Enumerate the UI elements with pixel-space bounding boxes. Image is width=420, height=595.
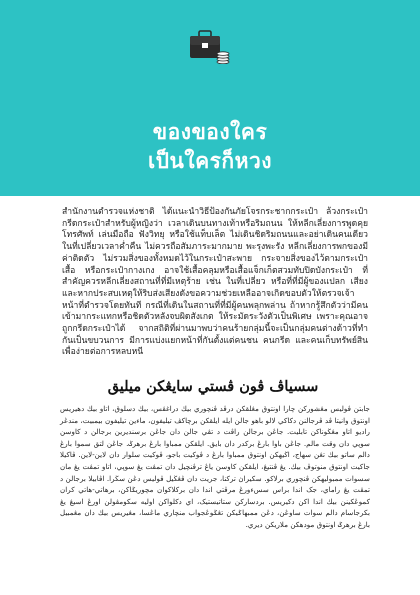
page-title — [0, 118, 420, 176]
jawi-paragraph: جابتن ڤوليس مڠشورکن چارا اونتوق مڠلقکن درڤد ڤنچوري بيڬ دراغڤس، بيڬ دسلوق، اتاو بيڬ دهيريس اونتوق وانيتا ڤد ڤرجالنن دکاکي لالو باهو جالن ايله ايلقکن برچاکڤ تيليفون، ماءين تيليفون بيمبيت، مندڠر راديو اتاو مڠڬوناکن تابليت. جاڠن برجالن راڤت د تڤي جالن دان جاڠن برسنديرين برجالن د کاوسن سوڽي دان وقت مالم. جاڠن باوا بارڠ برکدر دان بايق. ايلقکن ممباوا بارڠ برهرݢ. جاڠن لتق سموا بارڠ دالم ساتو بيڬ تڠن سهاج، اڬيهکن اونتوق ممباوا بارڠ د ڤوکيت باجو، ڤوکيت سلوار دان لاين-لاين. ڤاکيلا جاکيت اونتوق منوتوڤ بيڬ. يڠ ڤنتيڠ، ايلقکن کاوسن ياڠ ترڤنچيل دان تمڤت يڠ سوڽي، اتاو تمڤت يڠ مان سسوات ممبوليهکن ڤنچوري برلاکو. سکيراڽ ترکنا، جريت دان ڤڠڬيل ڤوليس دڠن سڬرا. اڤابيلا برجالن د تمڤت يڠ راماي، جک اندا براس سسءورڠ مرڤتي اندا دان برکلاکوان مچوريݢاکن، برهاتي-هاتي کران کموڠکينن بيڬ اندا اکن دکيريس. بردسارکن ستاتيستيک، اي دکلواکن اوليه سکومڤولن اورڠ اسيڠ يڠ بکرجاسام دالم سوات ساوڠن، دڠن ممبهاݢيکن تڠݢوڠجواب منچاري ماڠسا، مڠيريس بيڬ دان مڠمبيل بارڠ برهرݢ اونتوق مودهکن ملاريکن ديري. — [60, 404, 370, 529]
jawi-heading: سسياڤ ڤون ڤستي سايڠكن ميليق — [107, 378, 319, 395]
thai-paragraph: สำนักงานตำรวจแห่งชาติ ได้แนะนำวิธีป้องกันภัยโจรกระชากกระเป๋า ล้วงกระเป๋า กรีดกระเป๋าสำหรับผู้หญิงว่า เวลาเดินบนทางเท้าหรือริมถนน ให้หลีกเลี่ยงการพูดคุยโทรศัพท์ เล่นมือถือ ฟังวิทยุ หรือใช้แท็บเล็ต ไม่เดินชิดริมถนนและอย่าเดินคนเดียวในที่เปลี่ยวเวลาค่ำคืน ไม่ควรถือสัมภาระมากมาย พะรุงพะรัง หลีกเลี่ยงการพกของมีค่าติดตัว ไม่รวมสิ่งของทั้งหมดไว้ในกระเป๋าสะพาย กระจายสิ่งของไว้ตามกระเป๋าเสื้อ หรือกระเป๋ากางเกง อาจใช้เสื้อคลุมหรือเสื้อแจ็กเก็ตสวมทับปิดบังกระเป๋า ที่สำคัญควรหลีกเลี่ยงสถานที่ที่มีเหตุร้าย เช่น ในที่เปลี่ยว หรือที่ที่มีผู้ของแปลก เสียง และหากประสบเหตุให้ริบส่งเสียงดังขอความช่วยเหลืออาจเกิดขอบตัวให้ตรวจเจ้าหน้าที่ตำรวจโดยทันที กรณีที่เดินในสถานที่ที่มีผู้คนพลุกพล่าน ถ้าหากรู้สึกตัวว่ามีคนเข้ามากระแทกหรือชิดตัวหลังจบผิดสังเกต ให้ระมัดระวังตัวเป็นพิเศษ เพราะคุณอาจถูกกรีดกระเป๋าได้ จากสถิติที่ผ่านมาพบว่าคนร้ายกลุ่มนี้จะเป็นกลุ่มคนต่างด้าวที่ทำกันเป็นขบวนการ มีการแบ่งแยกหน้าที่กันตั้งแต่คนชน คนกรีด และคนเก็บทรัพย์สิน เพื่อง่ายต่อการหลบหนี — [62, 207, 368, 358]
title-line-2: เป็นใครก็หวง — [147, 149, 273, 173]
title-line-1: ของของใคร — [152, 120, 268, 144]
briefcase-money-icon — [189, 30, 231, 64]
header-banner — [0, 0, 420, 196]
